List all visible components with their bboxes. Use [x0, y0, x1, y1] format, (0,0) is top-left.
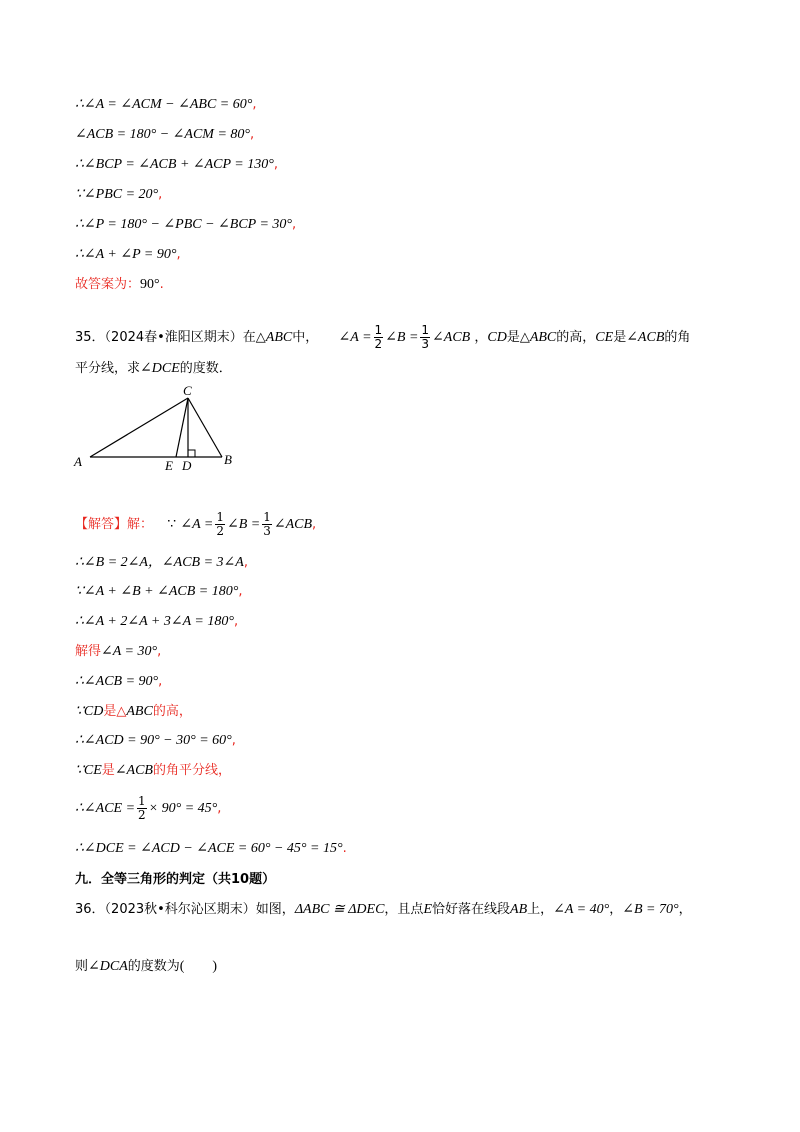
prev-line-3: ∴∠BCP = ∠ACB + ∠ACP = 130°,	[75, 157, 278, 172]
sol35-line-9: ∵CE是∠ACB的角平分线，	[75, 763, 231, 778]
q35-line-2: 平分线，求∠DCE的度数．	[75, 361, 232, 376]
sol35-line-1: 【解答】解： ∵ ∠A = $\frac{1}{2}$ ∠B = $\frac{1}{3}$ ∠ACB,	[75, 510, 317, 538]
q35-line-1: 35．（2024春•淮阳区期末）在△ABC中， ∠A = $\frac{1}{2}$ ∠B = $\frac{1}{3}$ ∠ACB ，CD是△ABC的高，CE是∠ACB的角	[75, 323, 691, 351]
sol35-line-2: ∴∠B = 2∠A，∠ACB = 3∠A,	[75, 555, 248, 570]
sol-fraction-third: $\frac{1}{3}$	[263, 510, 271, 538]
label-a: A	[74, 454, 82, 469]
q36-line-1: 36．（2023秋•科尔沁区期末）如图，ΔABC ≅ ΔDEC，且点E恰好落在线段AB上，∠A = 40°，∠B = 70°，	[75, 902, 692, 917]
sol35-line-10: ∴∠ACE = $\frac{1}{2}$ × 90° = 45°,	[75, 794, 222, 822]
fraction-third: $\frac{1}{3}$	[421, 323, 430, 351]
sol35-line-4: ∴∠A + 2∠A + 3∠A = 180°,	[75, 614, 239, 629]
sol-fraction-half-2: $\frac{1}{2}$	[138, 794, 146, 822]
label-d: D	[182, 458, 192, 473]
label-b: B	[224, 452, 232, 467]
sol35-line-8: ∴∠ACD = 90° − 30° = 60°,	[75, 733, 236, 748]
sol35-line-6: ∴∠ACB = 90°,	[75, 674, 163, 689]
answer-blank: ( )	[179, 959, 218, 974]
triangle-figure	[70, 384, 250, 474]
segment-ce	[176, 398, 188, 457]
prev-line-4: ∵∠PBC = 20°,	[75, 187, 163, 202]
sol35-line-5: 解得∠A = 30°,	[75, 644, 162, 659]
sol35-line-11: ∴∠DCE = ∠ACD − ∠ACE = 60° − 45° = 15°.	[75, 841, 347, 856]
sol-fraction-half: $\frac{1}{2}$	[216, 510, 224, 538]
prev-line-6: ∴∠A + ∠P = 90°,	[75, 247, 181, 262]
segment-bc	[188, 398, 222, 457]
q36-line-2: 则∠DCA的度数为( )	[75, 959, 218, 974]
label-c: C	[183, 384, 192, 398]
prev-line-1: ∴∠A = ∠ACM − ∠ABC = 60°,	[75, 97, 257, 112]
segment-ac	[90, 398, 188, 457]
sol35-line-7: ∵CD是△ABC的高，	[75, 704, 192, 719]
right-angle-mark	[188, 450, 195, 457]
prev-answer: 故答案为：90°.	[75, 277, 164, 292]
label-e: E	[165, 458, 173, 473]
prev-line-2: ∠ACB = 180° − ∠ACM = 80°,	[75, 127, 255, 142]
section-heading: 九．全等三角形的判定（共10题）	[75, 872, 276, 887]
fraction-half: $\frac{1}{2}$	[374, 323, 383, 351]
sol35-line-3: ∵∠A + ∠B + ∠ACB = 180°,	[75, 584, 243, 599]
prev-line-5: ∴∠P = 180° − ∠PBC − ∠BCP = 30°,	[75, 217, 297, 232]
